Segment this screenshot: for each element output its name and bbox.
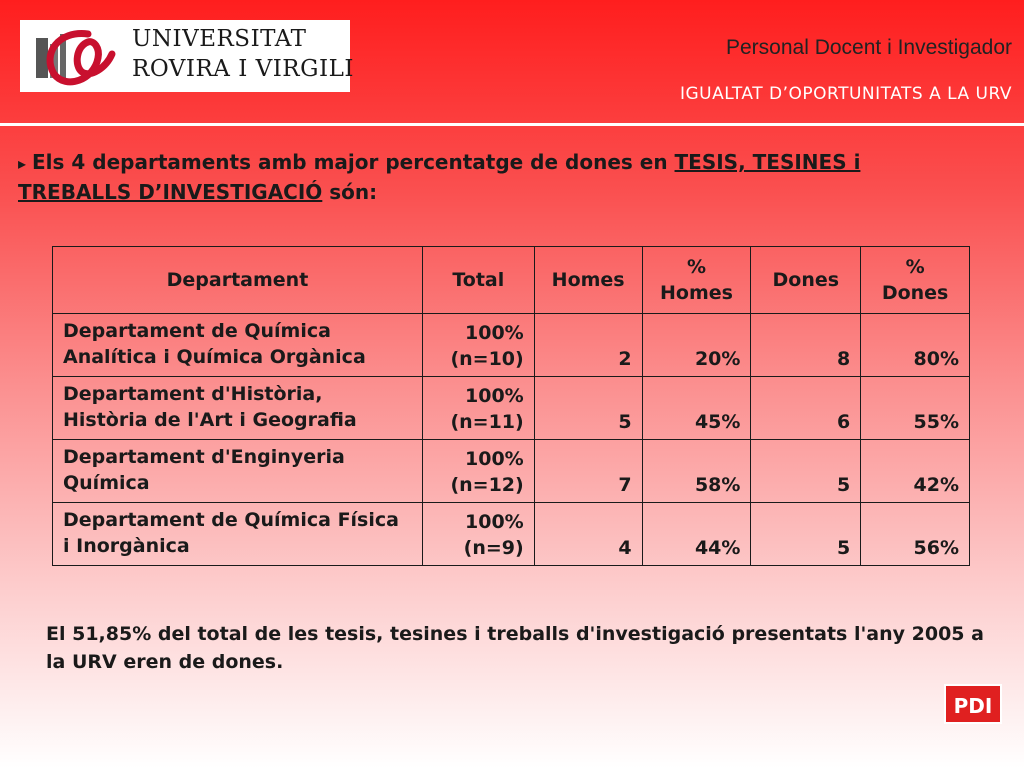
cell-pct-homes: 20% — [642, 314, 751, 377]
cell-pct-dones: 80% — [861, 314, 970, 377]
university-logo — [20, 20, 354, 92]
cell-pct-dones: 55% — [861, 377, 970, 440]
cell-departament: Departament de Química Física i Inorgànica — [53, 503, 423, 566]
header-divider — [0, 123, 1024, 126]
cell-total: 100% (n=9) — [422, 503, 534, 566]
section-heading — [18, 148, 978, 206]
column-header-departament: Departament — [53, 247, 423, 314]
cell-homes: 2 — [534, 314, 642, 377]
table-row — [53, 503, 970, 566]
table-row — [53, 314, 970, 377]
table-row — [53, 440, 970, 503]
cell-pct-dones: 42% — [861, 440, 970, 503]
summary-footnote: El 51,85% del total de les tesis, tesines i treballs d'investigació presentats l'any 2005 a la URV eren de dones. — [46, 623, 984, 673]
cell-total: 100% (n=12) — [422, 440, 534, 503]
logo-text-line2: ROVIRA I VIRGILI — [132, 56, 354, 82]
cell-dones: 5 — [751, 440, 861, 503]
cell-dones: 5 — [751, 503, 861, 566]
cell-pct-homes: 44% — [642, 503, 751, 566]
cell-homes: 7 — [534, 440, 642, 503]
column-header-homes: Homes — [534, 247, 642, 314]
pdi-badge: PDI — [944, 684, 1002, 724]
cell-total: 100% (n=11) — [422, 377, 534, 440]
table-row — [53, 377, 970, 440]
cell-departament: Departament de Química Analítica i Química Orgànica — [53, 314, 423, 377]
departments-table — [52, 246, 970, 566]
cell-departament: Departament d'Història, Història de l'Art i Geografia — [53, 377, 423, 440]
cell-homes: 5 — [534, 377, 642, 440]
cell-total: 100% (n=10) — [422, 314, 534, 377]
cell-departament: Departament d'Enginyeria Química — [53, 440, 423, 503]
column-header-dones: Dones — [751, 247, 861, 314]
cell-pct-homes: 45% — [642, 377, 751, 440]
heading-text-before: Els 4 departaments amb major percentatge de dones en — [32, 150, 675, 174]
cell-pct-homes: 58% — [642, 440, 751, 503]
bullet-arrow-icon: ▸ — [18, 154, 27, 173]
heading-text-after: són: — [322, 180, 378, 204]
header-subtitle: IGUALTAT D’OPORTUNITATS A LA URV — [679, 84, 1012, 104]
column-header-pct-homes: % Homes — [642, 247, 751, 314]
table-header-row — [53, 247, 970, 314]
cell-dones: 6 — [751, 377, 861, 440]
logo-text-line1: UNIVERSITAT — [132, 26, 307, 52]
column-header-pct-dones: % Dones — [861, 247, 970, 314]
heading-underlined-text: TESIS, TESINES i TREBALLS D’INVESTIGACIÓ — [18, 150, 861, 204]
column-header-total: Total — [422, 247, 534, 314]
urv-emblem-icon — [28, 24, 118, 88]
cell-dones: 8 — [751, 314, 861, 377]
cell-pct-dones: 56% — [861, 503, 970, 566]
cell-homes: 4 — [534, 503, 642, 566]
header-title: Personal Docent i Investigador — [726, 36, 1012, 59]
